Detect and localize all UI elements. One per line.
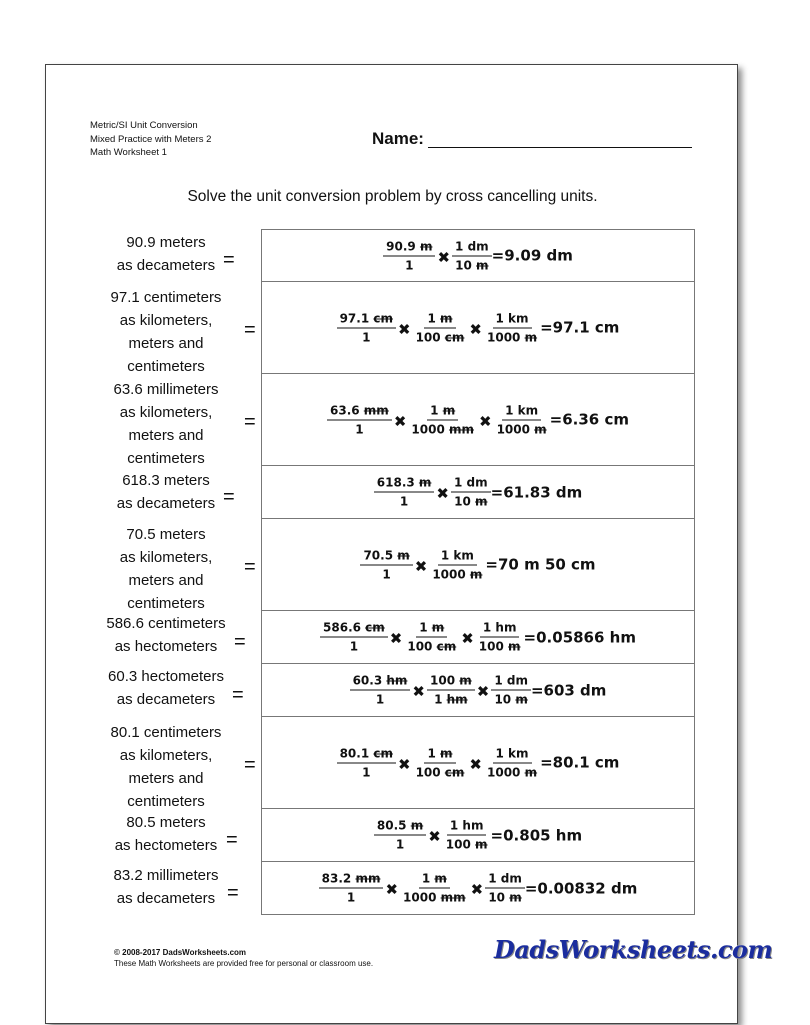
problem-row (46, 809, 739, 862)
conversion-result: =603 dm (530, 681, 607, 699)
problem-row (46, 374, 739, 466)
denominator: 1 (382, 567, 391, 581)
answer-box (261, 611, 695, 664)
answer-box (261, 229, 695, 282)
question-line: meters and (128, 427, 204, 444)
footer (114, 948, 373, 969)
problem-row (46, 664, 739, 717)
problem-question (86, 469, 246, 515)
numerator: 1 m (416, 621, 447, 638)
multiply-icon: ✖ (461, 629, 474, 648)
question-line: 90.9 meters (126, 234, 206, 251)
conversion-result: =70 m 50 cm (485, 555, 596, 574)
problem-row (46, 466, 739, 519)
fraction (476, 621, 524, 654)
conversion-expression (262, 548, 694, 581)
conversion-result: =0.05866 hm (523, 628, 636, 646)
numerator: 1 hm (447, 819, 487, 836)
header-line-3: Math Worksheet 1 (90, 147, 167, 158)
denominator: 1000 mm (403, 890, 466, 905)
problem-row (46, 229, 739, 282)
denominator: 10 m (494, 692, 528, 707)
numerator: 618.3 m (374, 476, 435, 493)
question-line: 80.1 centimeters (110, 724, 222, 741)
conversion-expression (262, 239, 694, 272)
denominator: 100 m (478, 639, 521, 654)
question-line: centimeters (127, 450, 205, 467)
header-line-2: Mixed Practice with Meters 2 (90, 133, 212, 145)
question-line: as hectometers (114, 837, 218, 854)
fraction (374, 476, 435, 509)
denominator: 1 (362, 765, 371, 779)
numerator: 1 m (424, 746, 455, 763)
fraction (404, 621, 459, 654)
question-line: 97.1 centimeters (110, 289, 222, 306)
denominator: 1 (395, 837, 405, 852)
worksheet-page (45, 64, 773, 1024)
question-line: centimeters (127, 595, 205, 612)
answer-box (261, 664, 695, 717)
numerator: 60.3 hm (350, 674, 411, 691)
fraction (443, 819, 491, 852)
question-line: as kilometers, (119, 404, 213, 421)
equals-sign: = (223, 248, 235, 271)
denominator: 1 hm (434, 692, 468, 707)
conversion-result: =80.1 cm (540, 753, 620, 772)
numerator: 1 dm (452, 239, 492, 256)
fraction (413, 311, 468, 344)
question-line: 83.2 millimeters (113, 867, 219, 884)
numerator: 1 m (424, 311, 455, 328)
problem-question (86, 811, 246, 857)
problem-row (46, 717, 739, 809)
question-line: centimeters (127, 793, 205, 810)
fraction (337, 746, 396, 779)
answer-box (261, 809, 695, 862)
denominator: 100 cm (415, 330, 465, 344)
worksheet-header (90, 119, 211, 160)
fraction (350, 674, 411, 707)
question-line: as decameters (116, 495, 216, 512)
question-line: meters and (128, 335, 204, 352)
multiply-icon: ✖ (412, 682, 425, 701)
multiply-icon: ✖ (436, 484, 449, 503)
numerator: 586.6 cm (320, 621, 388, 638)
numerator: 1 m (427, 403, 458, 420)
multiply-icon: ✖ (470, 880, 484, 899)
question-line: 70.5 meters (126, 526, 206, 543)
fraction (484, 311, 540, 344)
denominator: 1 (355, 422, 364, 436)
numerator: 100 m (427, 674, 475, 691)
equals-sign: = (227, 881, 239, 904)
fraction (374, 819, 426, 852)
question-line: 60.3 hectometers (108, 668, 224, 685)
fraction (320, 621, 388, 654)
conversion-expression (262, 674, 694, 707)
numerator: 1 dm (485, 872, 525, 889)
problem-row (46, 611, 739, 664)
multiply-icon: ✖ (414, 557, 428, 575)
answer-box (261, 519, 695, 611)
fraction (429, 548, 485, 581)
problem-question (86, 864, 246, 910)
fraction (360, 548, 412, 581)
question-line: 63.6 millimeters (113, 381, 219, 398)
equals-sign: = (244, 556, 256, 578)
conversion-expression (262, 403, 694, 436)
equals-sign: = (244, 319, 256, 341)
denominator: 100 cm (415, 765, 465, 779)
conversion-expression (262, 872, 694, 905)
footer-note: These Math Worksheets are provided free for personal or classroom use. (114, 958, 374, 968)
instructions: Solve the unit conversion problem by cross cancelling units. (187, 188, 598, 205)
question-line: as decameters (116, 691, 216, 708)
multiply-icon: ✖ (397, 755, 411, 773)
denominator: 10 m (488, 890, 522, 905)
question-line: as decameters (116, 890, 216, 907)
equals-sign: = (223, 485, 235, 508)
fraction (491, 674, 531, 707)
answer-box (261, 862, 695, 915)
problem-question (86, 523, 246, 615)
numerator: 70.5 m (360, 548, 412, 565)
fraction (383, 239, 435, 272)
problem-row (46, 282, 739, 374)
numerator: 80.1 cm (337, 746, 396, 763)
problem-question (86, 231, 246, 277)
question-line: as hectometers (114, 638, 218, 655)
conversion-expression (262, 746, 694, 779)
fraction (319, 872, 384, 905)
numerator: 90.9 m (383, 239, 435, 256)
multiply-icon: ✖ (469, 320, 482, 338)
multiply-icon: ✖ (469, 755, 482, 773)
conversion-result: =9.09 dm (491, 246, 573, 265)
question-line: as kilometers, (119, 747, 213, 764)
copyright-text: © 2008-2017 DadsWorksheets.com (114, 948, 247, 957)
multiply-icon: ✖ (476, 682, 490, 701)
problem-question (86, 665, 246, 711)
conversion-expression (262, 476, 694, 509)
numerator: 63.6 mm (327, 403, 392, 420)
equals-sign: = (244, 411, 256, 433)
question-line: 586.6 centimeters (106, 615, 226, 632)
conversion-expression (262, 819, 694, 852)
denominator: 10 m (455, 258, 489, 272)
multiply-icon: ✖ (478, 412, 492, 430)
multiply-icon: ✖ (385, 880, 399, 899)
numerator: 1 km (438, 548, 477, 565)
equals-sign: = (232, 683, 244, 706)
multiply-icon: ✖ (389, 629, 403, 648)
denominator: 1 (349, 639, 359, 654)
problem-question (86, 286, 246, 378)
conversion-result: =61.83 dm (490, 483, 583, 501)
denominator: 100 cm (407, 639, 457, 654)
answer-box (261, 282, 695, 374)
question-line: as kilometers, (119, 549, 213, 566)
question-line: as decameters (116, 257, 216, 274)
denominator: 1 (362, 330, 371, 344)
dadsworksheets-logo: DadsWorksheets.com (494, 935, 773, 964)
problem-question (86, 612, 246, 658)
conversion-expression (262, 311, 694, 344)
numerator: 1 dm (491, 674, 531, 691)
fraction (337, 311, 396, 344)
fraction (484, 746, 540, 779)
numerator: 1 hm (480, 621, 520, 638)
denominator: 1000 m (487, 330, 538, 344)
numerator: 83.2 mm (319, 872, 384, 889)
equals-sign: = (234, 630, 246, 653)
problem-question (86, 378, 246, 470)
multiply-icon: ✖ (397, 320, 411, 338)
fraction (452, 239, 492, 272)
question-line: as kilometers, (119, 312, 213, 329)
denominator: 10 m (454, 494, 488, 509)
fraction (427, 674, 475, 707)
fraction (413, 746, 468, 779)
question-line: centimeters (127, 358, 205, 375)
fraction (451, 476, 491, 509)
denominator: 1000 m (432, 567, 483, 581)
numerator: 1 km (493, 311, 532, 328)
conversion-result: =0.00832 dm (524, 879, 638, 897)
fraction (408, 403, 477, 436)
numerator: 1 km (502, 403, 541, 420)
denominator: 1 (399, 494, 409, 509)
problem-question (86, 721, 246, 813)
fraction (400, 872, 469, 905)
conversion-expression (262, 621, 694, 654)
numerator: 97.1 cm (337, 311, 396, 328)
fraction (327, 403, 392, 436)
denominator: 1000 m (496, 422, 547, 436)
denominator: 100 m (445, 837, 488, 852)
conversion-result: =6.36 cm (549, 410, 629, 429)
denominator: 1 (346, 890, 356, 905)
multiply-icon: ✖ (437, 248, 451, 266)
numerator: 80.5 m (374, 819, 426, 836)
answer-box (261, 374, 695, 466)
question-line: 80.5 meters (126, 814, 206, 831)
equals-sign: = (226, 828, 238, 851)
conversion-result: =0.805 hm (490, 826, 583, 844)
multiply-icon: ✖ (428, 827, 441, 846)
numerator: 1 km (493, 746, 532, 763)
fraction (494, 403, 550, 436)
answer-box (261, 717, 695, 809)
conversion-result: =97.1 cm (540, 318, 620, 337)
name-field[interactable] (428, 147, 692, 148)
fraction (485, 872, 525, 905)
denominator: 1000 mm (411, 422, 474, 436)
multiply-icon: ✖ (393, 412, 407, 430)
denominator: 1 (405, 258, 414, 272)
numerator: 1 dm (451, 476, 491, 493)
numerator: 1 m (419, 872, 450, 889)
name-label: Name: (372, 129, 424, 148)
denominator: 1 (375, 692, 385, 707)
equals-sign: = (244, 754, 256, 776)
problem-row (46, 862, 739, 915)
problem-row (46, 519, 739, 611)
question-line: 618.3 meters (122, 472, 210, 489)
denominator: 1000 m (487, 765, 538, 779)
question-line: meters and (128, 770, 204, 787)
question-line: meters and (128, 572, 204, 589)
header-line-1: Metric/SI Unit Conversion (90, 120, 198, 131)
answer-box (261, 466, 695, 519)
